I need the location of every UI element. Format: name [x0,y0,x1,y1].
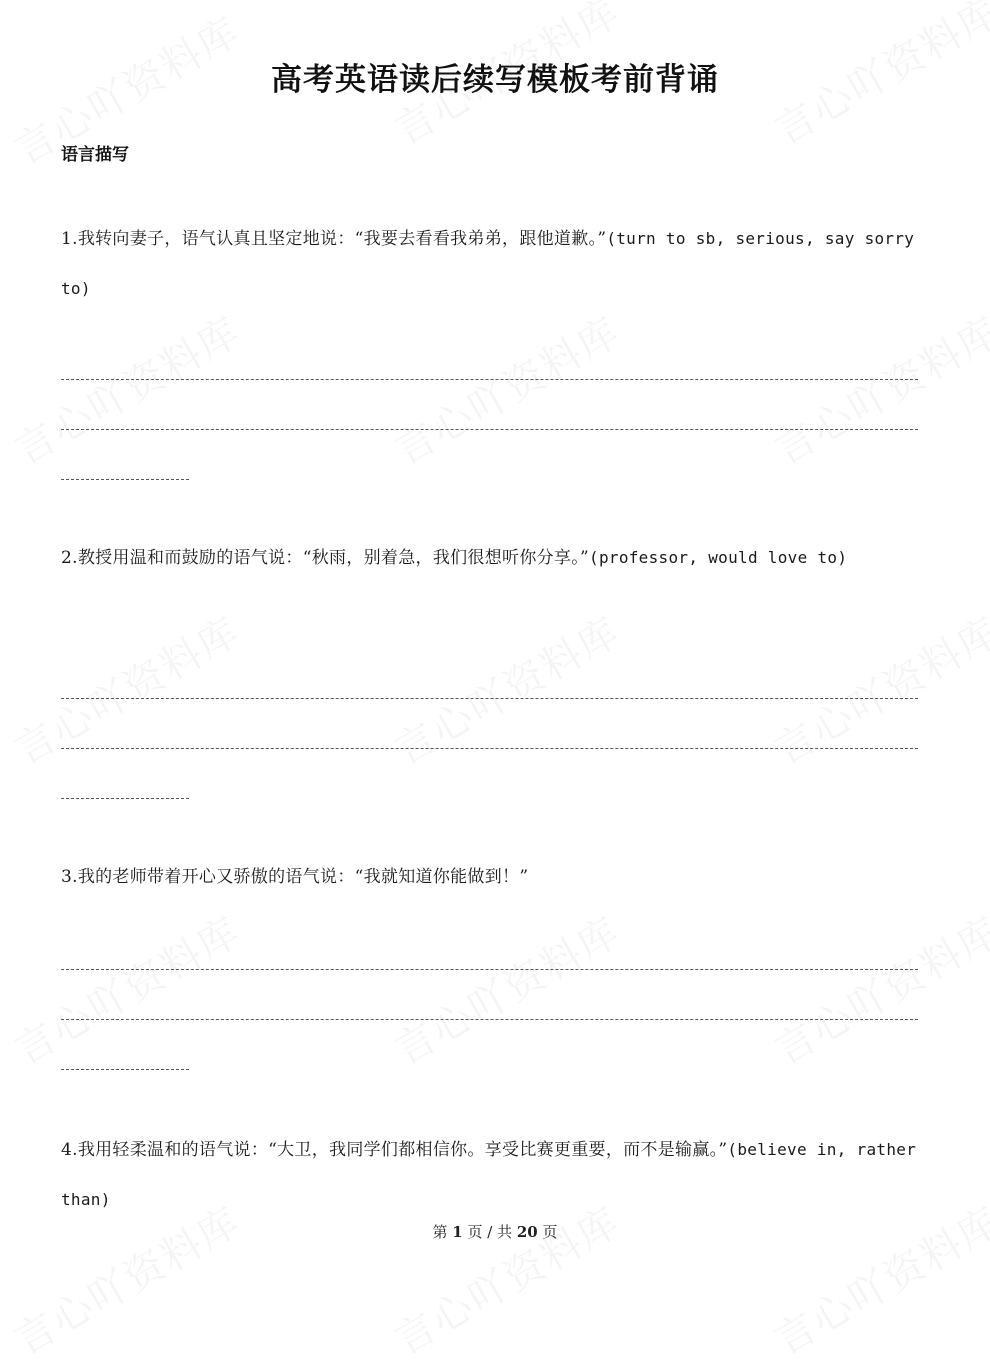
question-4 [61,1125,931,1225]
footer-suffix: 页 [542,1223,558,1241]
question-number: 4. [61,1140,78,1160]
question-number: 1. [61,229,78,249]
answer-line[interactable] [61,798,189,800]
question-number: 3. [61,867,78,887]
question-hint: (believe in, rather than) [61,1140,917,1209]
page-footer [0,1221,990,1242]
question-2 [61,533,931,583]
page-title: 高考英语读后续写模板考前背诵 [271,62,719,98]
answer-line[interactable] [61,1019,918,1021]
question-text: 我的老师带着开心又骄傲的语气说：“我就知道你能做到！” [77,867,529,887]
answer-line[interactable] [61,969,918,971]
current-page-number: 1 [452,1223,463,1241]
answer-line[interactable] [61,748,918,750]
question-1 [61,214,931,314]
answer-line[interactable] [61,698,918,700]
question-text: 我用轻柔温和的语气说：“大卫，我同学们都相信你。享受比赛更重要，而不是输赢。” [77,1140,728,1160]
answer-line[interactable] [61,479,189,481]
answer-line[interactable] [61,429,918,431]
question-hint: (turn to sb, serious, say sorry to) [61,229,915,298]
question-hint: (professor, would love to) [589,548,848,567]
section-heading: 语言描写 [61,145,129,165]
total-pages-number: 20 [516,1223,538,1241]
question-number: 2. [61,548,78,568]
footer-middle: 页 / 共 [467,1223,513,1241]
footer-prefix: 第 [432,1223,448,1241]
question-3 [61,853,931,902]
answer-line[interactable] [61,1069,189,1071]
question-text: 我转向妻子，语气认真且坚定地说：“我要去看看我弟弟，跟他道歉。” [77,229,607,249]
question-text: 教授用温和而鼓励的语气说：“秋雨，别着急，我们很想听你分享。” [77,548,590,568]
answer-line[interactable] [61,379,918,381]
